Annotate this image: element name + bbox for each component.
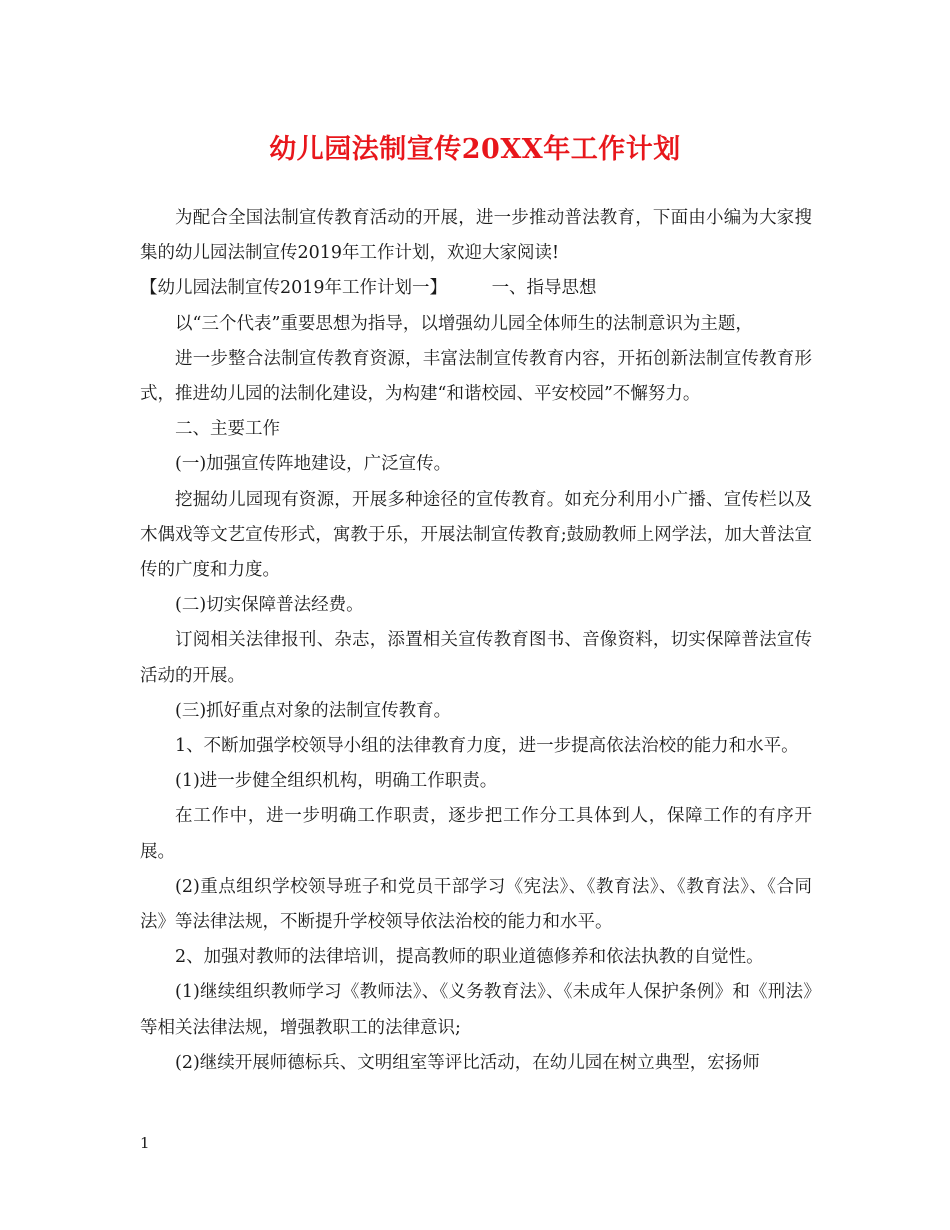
item-2-2-paragraph: (2)继续开展师德标兵、文明组室等评比活动，在幼儿园在树立典型，宏扬师 <box>175 1052 760 1073</box>
item-2-paragraph: 2、加强对教师的法律培训，提高教师的职业道德修养和依法执教的自觉性。 <box>175 947 764 968</box>
section-2-paragraph: 订阅相关法律报刊、杂志，添置相关宣传教育图书、音像资料，切实保障普法宣传活动的开展。 <box>140 630 812 686</box>
item-1-1-paragraph: 在工作中，进一步明确工作职责，逐步把工作分工具体到人，保障工作的有序开展。 <box>140 806 812 862</box>
guide-paragraph-2: 进一步整合法制宣传教育资源，丰富法制宣传教育内容，开拓创新法制宣传教育形式，推进幼儿园的法制化建设，为构建“和谐校园、平安校园”不懈努力。 <box>140 348 812 405</box>
plan-heading-line <box>140 271 812 306</box>
guide-heading: 一、指导思想 <box>491 278 597 299</box>
main-work-heading: 二、主要工作 <box>175 419 280 440</box>
intro-paragraph: 为配合全国法制宣传教育活动的开展，进一步推动普法教育，下面由小编为大家搜集的幼儿园法制宣传2019年工作计划，欢迎大家阅读! <box>140 208 812 264</box>
document-body <box>140 201 812 1081</box>
item-2-1-paragraph: (1)继续组织教师学习《教师法》、《义务教育法》、《未成年人保护条例》和《刑法》等相关法律法规，增强教职工的法律意识; <box>140 982 812 1038</box>
section-3-heading: (三)抓好重点对象的法制宣传教育。 <box>175 700 452 721</box>
section-1-heading: (一)加强宣传阵地建设，广泛宣传。 <box>175 454 452 475</box>
section-2-heading: (二)切实保障普法经费。 <box>175 595 364 616</box>
item-1-paragraph: 1、不断加强学校领导小组的法律教育力度，进一步提高依法治校的能力和水平。 <box>175 736 799 757</box>
item-1-2-paragraph: (2)重点组织学校领导班子和党员干部学习《宪法》、《教育法》、《教育法》、《合同法》等法律法规，不断提升学校领导依法治校的能力和水平。 <box>140 876 812 933</box>
item-1-1-heading: (1)进一步健全组织机构，明确工作职责。 <box>175 771 498 792</box>
section-1-paragraph: 挖掘幼儿园现有资源，开展多种途径的宣传教育。如充分利用小广播、宣传栏以及木偶戏等文艺宣传形式，寓教于乐，开展法制宣传教育;鼓励教师上网学法，加大普法宣传的广度和力度。 <box>140 489 812 581</box>
document-title: 幼儿园法制宣传20XX年工作计划 <box>269 134 681 165</box>
plan-heading: 【幼儿园法制宣传2019年工作计划一】 <box>140 278 448 299</box>
guide-paragraph-1: 以“三个代表”重要思想为指导，以增强幼儿园全体师生的法制意识为主题， <box>175 313 753 334</box>
page-number: 1 <box>140 1134 150 1152</box>
